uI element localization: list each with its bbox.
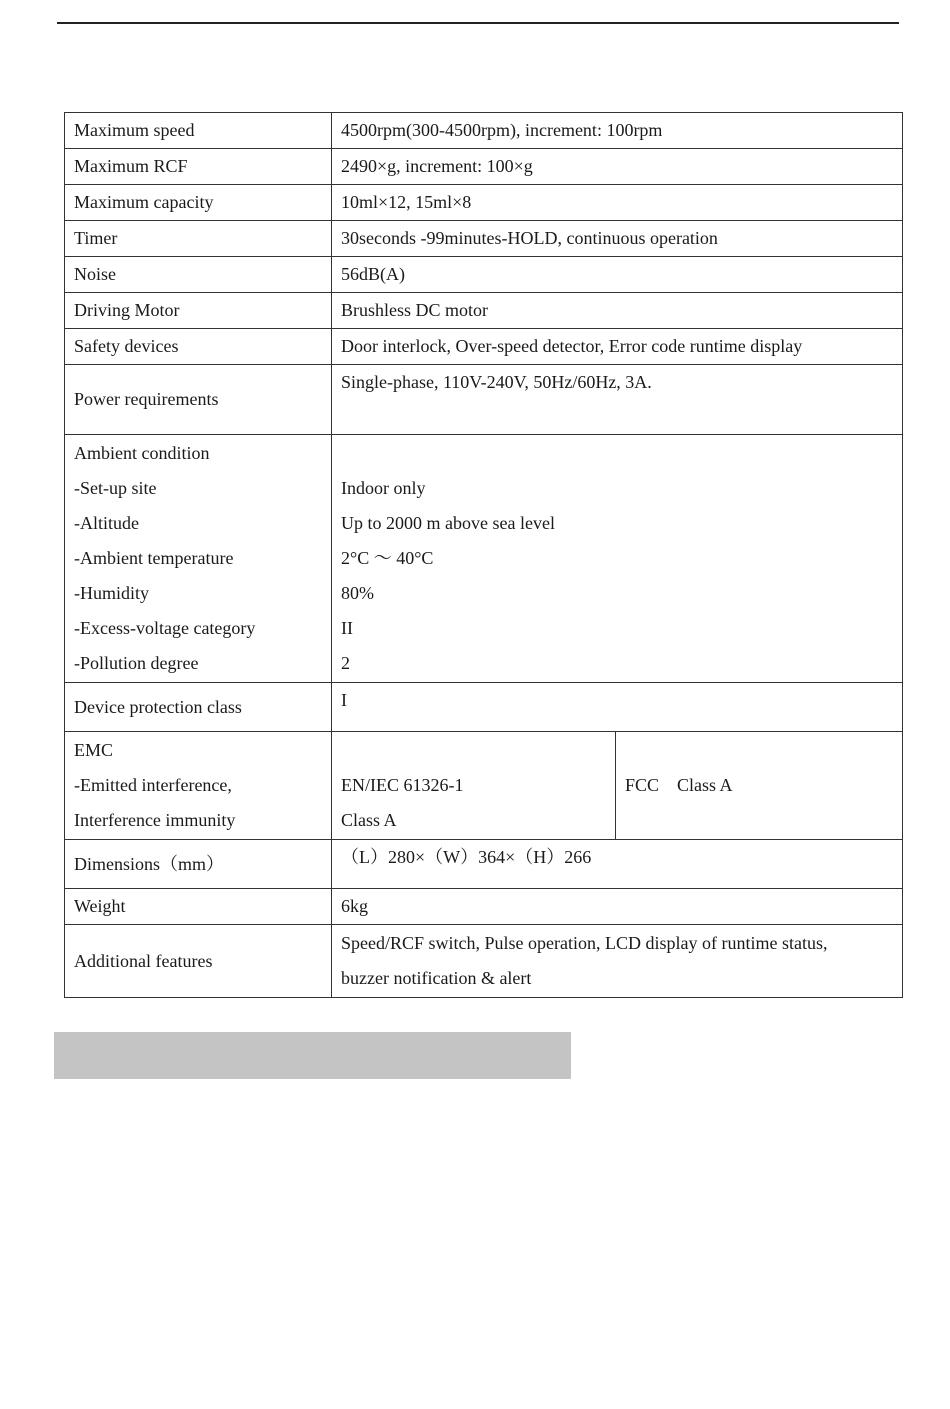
spec-value: 30seconds -99minutes-HOLD, continuous operation: [332, 221, 903, 257]
table-row-weight: [65, 889, 903, 925]
emc-standard: [332, 732, 616, 840]
spec-value: Single-phase, 110V-240V, 50Hz/60Hz, 3A.: [332, 365, 903, 435]
emc-label-line: -Emitted interference,: [74, 775, 232, 795]
specification-table: [64, 112, 903, 998]
emc-heading: EMC: [74, 740, 114, 760]
table-row-dimensions: [65, 840, 903, 889]
emc-fcc: [616, 732, 903, 840]
table-row-features: [65, 925, 903, 998]
spec-label: Maximum RCF: [65, 149, 332, 185]
spec-value: I: [332, 683, 903, 732]
spec-value: 56dB(A): [332, 257, 903, 293]
header-rule: [57, 22, 899, 24]
ambient-item-value: II: [341, 618, 353, 638]
emc-label-line: Interference immunity: [74, 810, 236, 830]
spec-label: Noise: [65, 257, 332, 293]
ambient-item-label: -Excess-voltage category: [74, 618, 256, 638]
table-row: [65, 149, 903, 185]
ambient-item-value: 80%: [341, 583, 374, 603]
ambient-item-label: -Ambient temperature: [74, 548, 234, 568]
ambient-values: [332, 435, 903, 683]
features-values: [332, 925, 903, 998]
spec-value: Door interlock, Over-speed detector, Error code runtime display: [332, 329, 903, 365]
table-row: [65, 365, 903, 435]
spec-value: 4500rpm(300-4500rpm), increment: 100rpm: [332, 113, 903, 149]
ambient-labels: [65, 435, 332, 683]
table-row: [65, 221, 903, 257]
spec-value: 2490×g, increment: 100×g: [332, 149, 903, 185]
ambient-item-value: 2: [341, 653, 350, 673]
spec-label: Safety devices: [65, 329, 332, 365]
emc-blank-line: [341, 733, 615, 768]
ambient-item-label: -Altitude: [74, 513, 139, 533]
features-line: Speed/RCF switch, Pulse operation, LCD display of runtime status,: [341, 933, 828, 953]
emc-standard-line: EN/IEC 61326-1: [341, 775, 464, 795]
spec-label: Additional features: [65, 925, 332, 998]
table-row-ambient: [65, 435, 903, 683]
ambient-item-label: -Humidity: [74, 583, 149, 603]
spec-label: Timer: [65, 221, 332, 257]
ambient-item-label: -Set-up site: [74, 478, 157, 498]
spec-label: Driving Motor: [65, 293, 332, 329]
table-row: [65, 329, 903, 365]
ambient-item-value: Up to 2000 m above sea level: [341, 513, 555, 533]
spec-value: 6kg: [332, 889, 903, 925]
spec-value: Brushless DC motor: [332, 293, 903, 329]
table-row: [65, 185, 903, 221]
spec-label: Weight: [65, 889, 332, 925]
spec-value: （L）280×（W）364×（H）266: [332, 840, 903, 889]
emc-fcc-text: FCC Class A: [625, 775, 733, 795]
ambient-item-value: 2°C ～ 40°C: [341, 548, 434, 568]
ambient-heading: Ambient condition: [74, 443, 210, 463]
spec-label: Power requirements: [65, 365, 332, 435]
ambient-item-value: Indoor only: [341, 478, 426, 498]
section-heading-band: [54, 1032, 571, 1079]
spec-label: Maximum speed: [65, 113, 332, 149]
spec-label: Maximum capacity: [65, 185, 332, 221]
spec-label: Dimensions（mm）: [65, 840, 332, 889]
table-row: [65, 257, 903, 293]
table-row-protection: [65, 683, 903, 732]
ambient-item-label: -Pollution degree: [74, 653, 199, 673]
table-row: [65, 293, 903, 329]
emc-labels: [65, 732, 332, 840]
spec-value: 10ml×12, 15ml×8: [332, 185, 903, 221]
table-row-emc: [65, 732, 903, 840]
table-row: [65, 113, 903, 149]
spec-label: Device protection class: [65, 683, 332, 732]
emc-standard-line: Class A: [341, 810, 397, 830]
ambient-blank-line: [341, 436, 902, 471]
features-line: buzzer notification & alert: [341, 968, 532, 988]
